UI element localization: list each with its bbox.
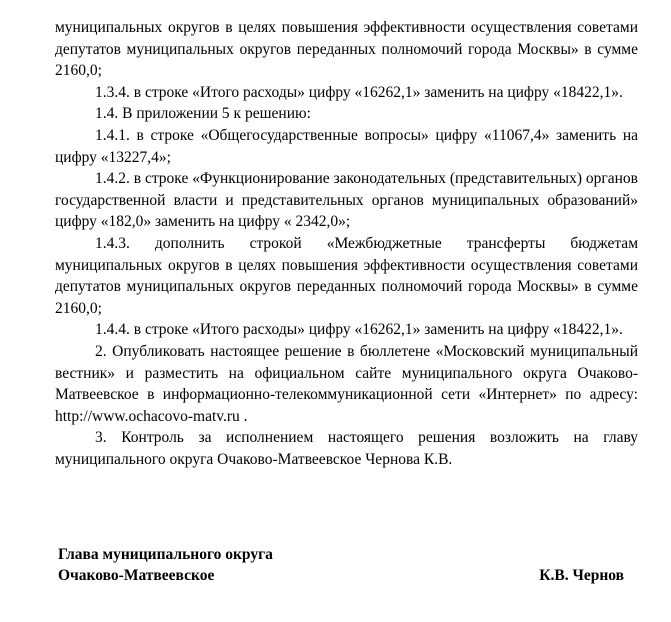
signature-row [58,565,624,586]
document-body [55,17,638,470]
paragraph-1-3-4: 1.3.4. в строке «Итого расходы» цифру «16262,1» заменить на цифру «18422,1». [95,83,623,101]
paragraph-1-4-2: 1.4.2. в строке «Функционирование законодательных (представительных) органов государственной власти и представительных органов муниципальных образований» цифру «182,0» заменить на цифру « 2342,0»; [55,170,638,231]
paragraph-1-4: 1.4. В приложении 5 к решению: [95,105,311,123]
paragraph-1-4-4: 1.4.4. в строке «Итого расходы» цифру «16262,1» заменить на цифру «18422,1». [95,321,623,339]
paragraph-3: 3. Контроль за исполнением настоящего решения возложить на главу муниципального округа Очаково-Матвеевское Чернова К.В. [55,429,638,468]
paragraph-1-4-1: 1.4.1. в строке «Общегосударственные вопросы» цифру «11067,4» заменить на цифру «13227,4»; [55,126,638,166]
signature-title-line1: Глава муниципального округа [58,546,273,563]
signatory-name: К.В. Чернов [539,567,624,584]
paragraph-1-4-3: 1.4.3. дополнить строкой «Межбюджетные трансферты бюджетам муниципальных округов в целях повышения эффективности осуществления советами депутатов муниципальных округов переданных полномочий города Москвы» в сумме 2160,0; [55,234,638,317]
paragraph-1-cont: муниципальных округов в целях повышения эффективности осуществления советами депутатов муниципальных округов переданных полномочий города Москвы» в сумме 2160,0; [55,19,638,80]
signature-title-line2: Очаково-Матвеевское [58,567,215,584]
signature-block [58,544,624,586]
paragraph-2: 2. Опубликовать настоящее решение в бюллетене «Московский муниципальный вестник» и разместить на официальном сайте муниципального округа Очаково-Матвеевское в информационно-телекоммуникационной сети «Интернет» по адресу: http://www.ochacovo-matv.ru . [55,342,638,425]
